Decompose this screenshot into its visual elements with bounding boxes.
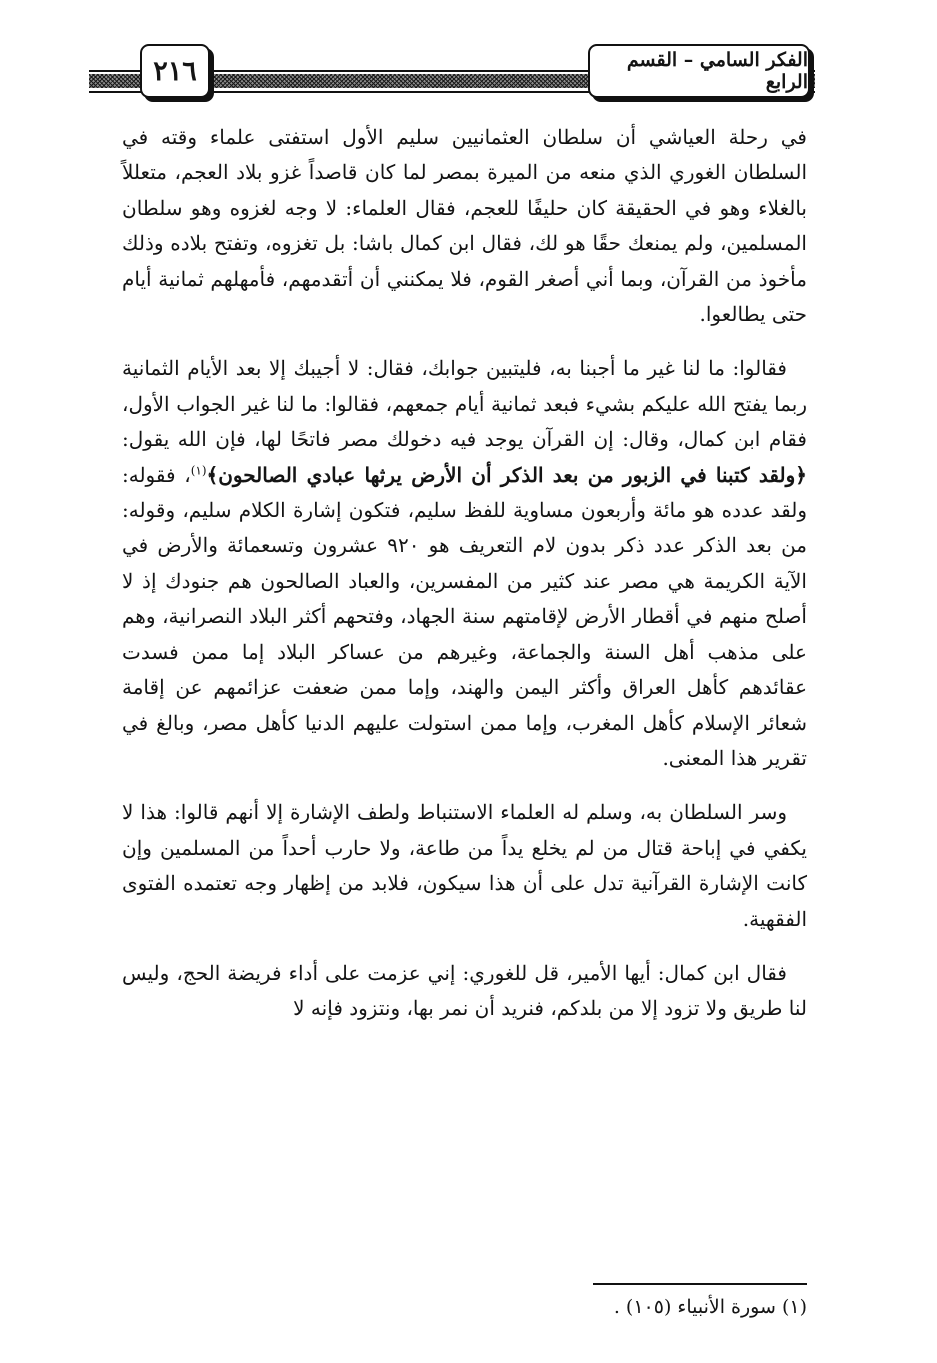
paragraph-2-text-before: فقالوا: ما لنا غير ما أجبنا به، فليتبين جوابك، فقال: لا أجيبك إلا بعد الأيام الثمانية ربما يفتح الله عليكم بشيء فبعد ثمانية أيام جمعهم، فقالوا: ما لنا غير الجواب الأول، فقام ابن كمال، وقال: إن القرآن يوجد فيه دخولك مصر فاتحًا لها، فإن الله يقول:: [122, 356, 807, 452]
paragraph-1-text: في رحلة العياشي أن سلطان العثمانيين سليم الأول استفتى علماء وقته في السلطان الغوري الذي منعه من الميرة بمصر لما كان قاصداً غزو بلاد العجم، متعللاً بالغلاء وهو في الحقيقة كان حليفًا للعجم، فقال العلماء: لا وجه لغزوه وهو سلطان المسلمين، ولم يمنعك حقًا هو لك، فقال ابن كمال باشا: بل تغزوه، وتفتح بلاده وذلك مأخوذ من القرآن، وبما أني أصغر القوم، فلا يمكنني أن أتقدمهم، فأمهلهم ثمانية أيام حتى يطالعوا.: [122, 125, 808, 327]
paragraph-4: [122, 956, 807, 1027]
quran-quote: ﴿ولقد كتبنا في الزبور من بعد الذكر أن الأرض يرثها عبادي الصالحون﴾: [206, 462, 807, 487]
paragraph-3: [122, 795, 807, 937]
paragraph-4-text: فقال ابن كمال: أيها الأمير، قل للغوري: إني عزمت على أداء فريضة الحج، وليس لنا طريق ولا تزود إلا من بلدكم، فنريد أن نمر بها، ونتزود فإنه لا: [122, 960, 807, 1021]
page-number-box: [140, 44, 210, 98]
paragraph-1: [122, 120, 807, 332]
paragraph-2-text-after: ، فقوله: ولقد عدده هو مائة وأربعون مساوية للفظ سليم، فتكون إشارة الكلام سليم، وقوله: من بعد الذكر عدد ذكر بدون لام التعريف هو ٩٢٠ عشرون وتسعمائة والأرض في الآية الكريمة هي مصر عند كثير من المفسرين، والعباد الصالحون هم جنودك إذ لا أصلح منهم في أقطار الأرض لإقامتهم سنة الجهاد، وفتحهم أكثر البلاد النصرانية، وهم على مذهب أهل السنة والجماعة، وغيرهم من عساكر البلاد إما ممن فسدت عقائدهم كأهل العراق وأكثر اليمن والهند، وإما ممن ضعفت عزائمهم عن إقامة شعائر الإسلام كأهل المغرب، وإما ممن استولت عليهم الدنيا كأهل مصر، وبالغ في تقرير هذا المعنى.: [122, 462, 808, 770]
footnote-separator: [593, 1283, 807, 1285]
body-text: [122, 120, 807, 1046]
footnote-text: (١) سورة الأنبياء (١٠٥) .: [613, 1296, 807, 1318]
running-title-box: [588, 44, 810, 98]
page-number: ٢١٦: [153, 55, 197, 87]
running-title: الفكر السامي – القسم الرابع: [626, 49, 808, 93]
paragraph-2: [122, 351, 807, 776]
paragraph-3-text: وسر السلطان به، وسلم له العلماء الاستنباط ولطف الإشارة إلا أنهم قالوا: هذا لا يكفي في إباحة قتال من لم يخلع يداً من طاعة، ولا حارب أحداً من المسلمين وإن كانت الإشارة القرآنية تدل على أن هذا سيكون، فلابد من إظهار وجه تعتمده الفتوى الفقهية.: [122, 800, 808, 931]
footnote: [614, 1296, 807, 1318]
footnote-reference[interactable]: (١): [190, 463, 207, 477]
